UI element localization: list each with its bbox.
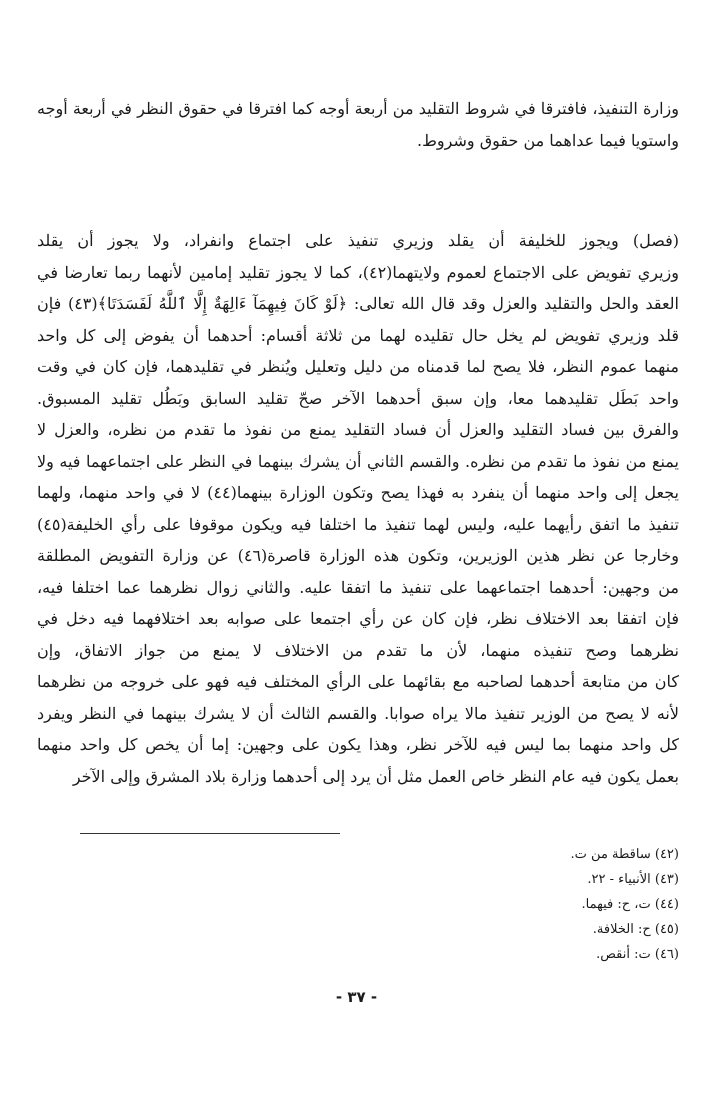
footnote: (٤٤) ت، ح: فيهما. (581, 897, 679, 912)
text-line: وخارجا عن نظر هذين الوزيرين، وتكون هذه الوزارة قاصرة(٤٦) عن وزارة التفويض المطلقة (37, 546, 679, 565)
footnote-divider (80, 833, 340, 834)
page-number: - ٣٧ - (335, 988, 378, 1006)
text-line: يجعل إلى واحد منهما أن ينفرد به فهذا يصح وتكون الوزارة بينهما(٤٤) لا في واحد منهما، ولهما (37, 483, 679, 502)
text-line: لأنه لا يصح من الوزير تنفيذ مالا يراه صوابا. والقسم الثالث أن لا يشرك بينهما في النظر ويفرد (37, 703, 679, 723)
text-line: (فصل) ويجوز للخليفة أن يقلد وزيري تنفيذ على اجتماع وانفراد، ولا يجوز أن يقلد (37, 231, 679, 250)
text-line: تنفيذ ما اتفق رأيهما عليه، وليس لهما تنفيذ ما اختلفا فيه ويكون موقوفا على رأي الخليفة(٤٥) (37, 514, 679, 534)
text-line: العقد والحل والتقليد والعزل وقد قال الله تعالى: ﴿لَوْ كَانَ فِيهِمَآ ءَالِهَةٌ إِلَّا ٱللَّهُ لَفَسَدَتَا﴾(٤٣) فإن (37, 294, 679, 313)
text-line: يمنع من نفوذ ما تقدم من نظره. والقسم الثاني أن يشرك بينهما في النظر على اجتماعهما فيه ولا (37, 451, 679, 471)
text-line: نظرهما وصح تنفيذه منهما، لأن ما تقدم من الاختلاف لا يمنع من جواز الاتفاق، وإن (37, 640, 679, 660)
footnotes (379, 842, 679, 967)
footnote: (٤٥) ح: الخلافة. (592, 922, 679, 937)
intro-paragraph (37, 93, 679, 156)
text-line: والفرق بين فساد التقليد والعزل أن فساد التقليد يمنع من نفوذ ما تقدم من نظره، والعزل لا (37, 420, 679, 439)
text-line: واحد بَطَل تقليدهما معا، وإن سبق أحدهما الآخر صحّ تقليد السابق وبَطُل تقليد المسبوق. (37, 388, 679, 408)
footnote: (٤٣) الأنبياء - ٢٢. (587, 872, 679, 887)
text-line: من وجهين: أحدهما اجتماعهما على تنفيذ ما اتفقا عليه. والثاني زوال نظرهما عما اختلفا فيه، (37, 577, 679, 597)
text-line: كل واحد منهما بما ليس فيه للآخر نظر، وهذا يكون على وجهين: إما أن يخص كل واحد منهما (37, 735, 679, 754)
footnote: (٤٢) ساقطة من ت. (570, 847, 679, 862)
text-line: واستويا فيما عداهما من حقوق وشروط. (417, 130, 679, 150)
text-line: قلد وزيري تفويض لم يخل حال تقليده لهما من ثلاثة أقسام: أحدهما أن يفوض إلى كل واحد (37, 325, 679, 345)
text-line: وزيري تفويض على الاجتماع لعموم ولايتهما(٤٢)، كما لا يجوز تقليد إمامين لأنهما ربما تعارضا في (37, 262, 679, 282)
text-line: بعمل يكون فيه عام النظر خاص العمل مثل أن يرد إلى أحدهما وزارة بلاد المشرق وإلى الآخر (72, 766, 679, 786)
text-line: وزارة التنفيذ، فافترقا في شروط التقليد من أربعة أوجه كما افترقا في حقوق النظر في أربعة أوجه (37, 99, 679, 118)
text-line: منهما عموم النظر، فلا يصح لما قدمناه من دليل وتعليل ويُنظر في تقليدهما، فإن كان في وقت (37, 357, 679, 376)
text-line: كان من متابعة أحدهما لصاحبه مع بقائهما على الرأي المختلف فيه فهو على خروجه من نظرهما (37, 672, 679, 691)
body-paragraph (37, 225, 679, 792)
text-line: فإن اتفقا بعد الاختلاف نظر، فإن كان عن رأي اجتمعا على صوابه بعد اختلافهما فيه دخل في (37, 609, 679, 628)
footnote: (٤٦) ت: أنقص. (596, 947, 679, 962)
